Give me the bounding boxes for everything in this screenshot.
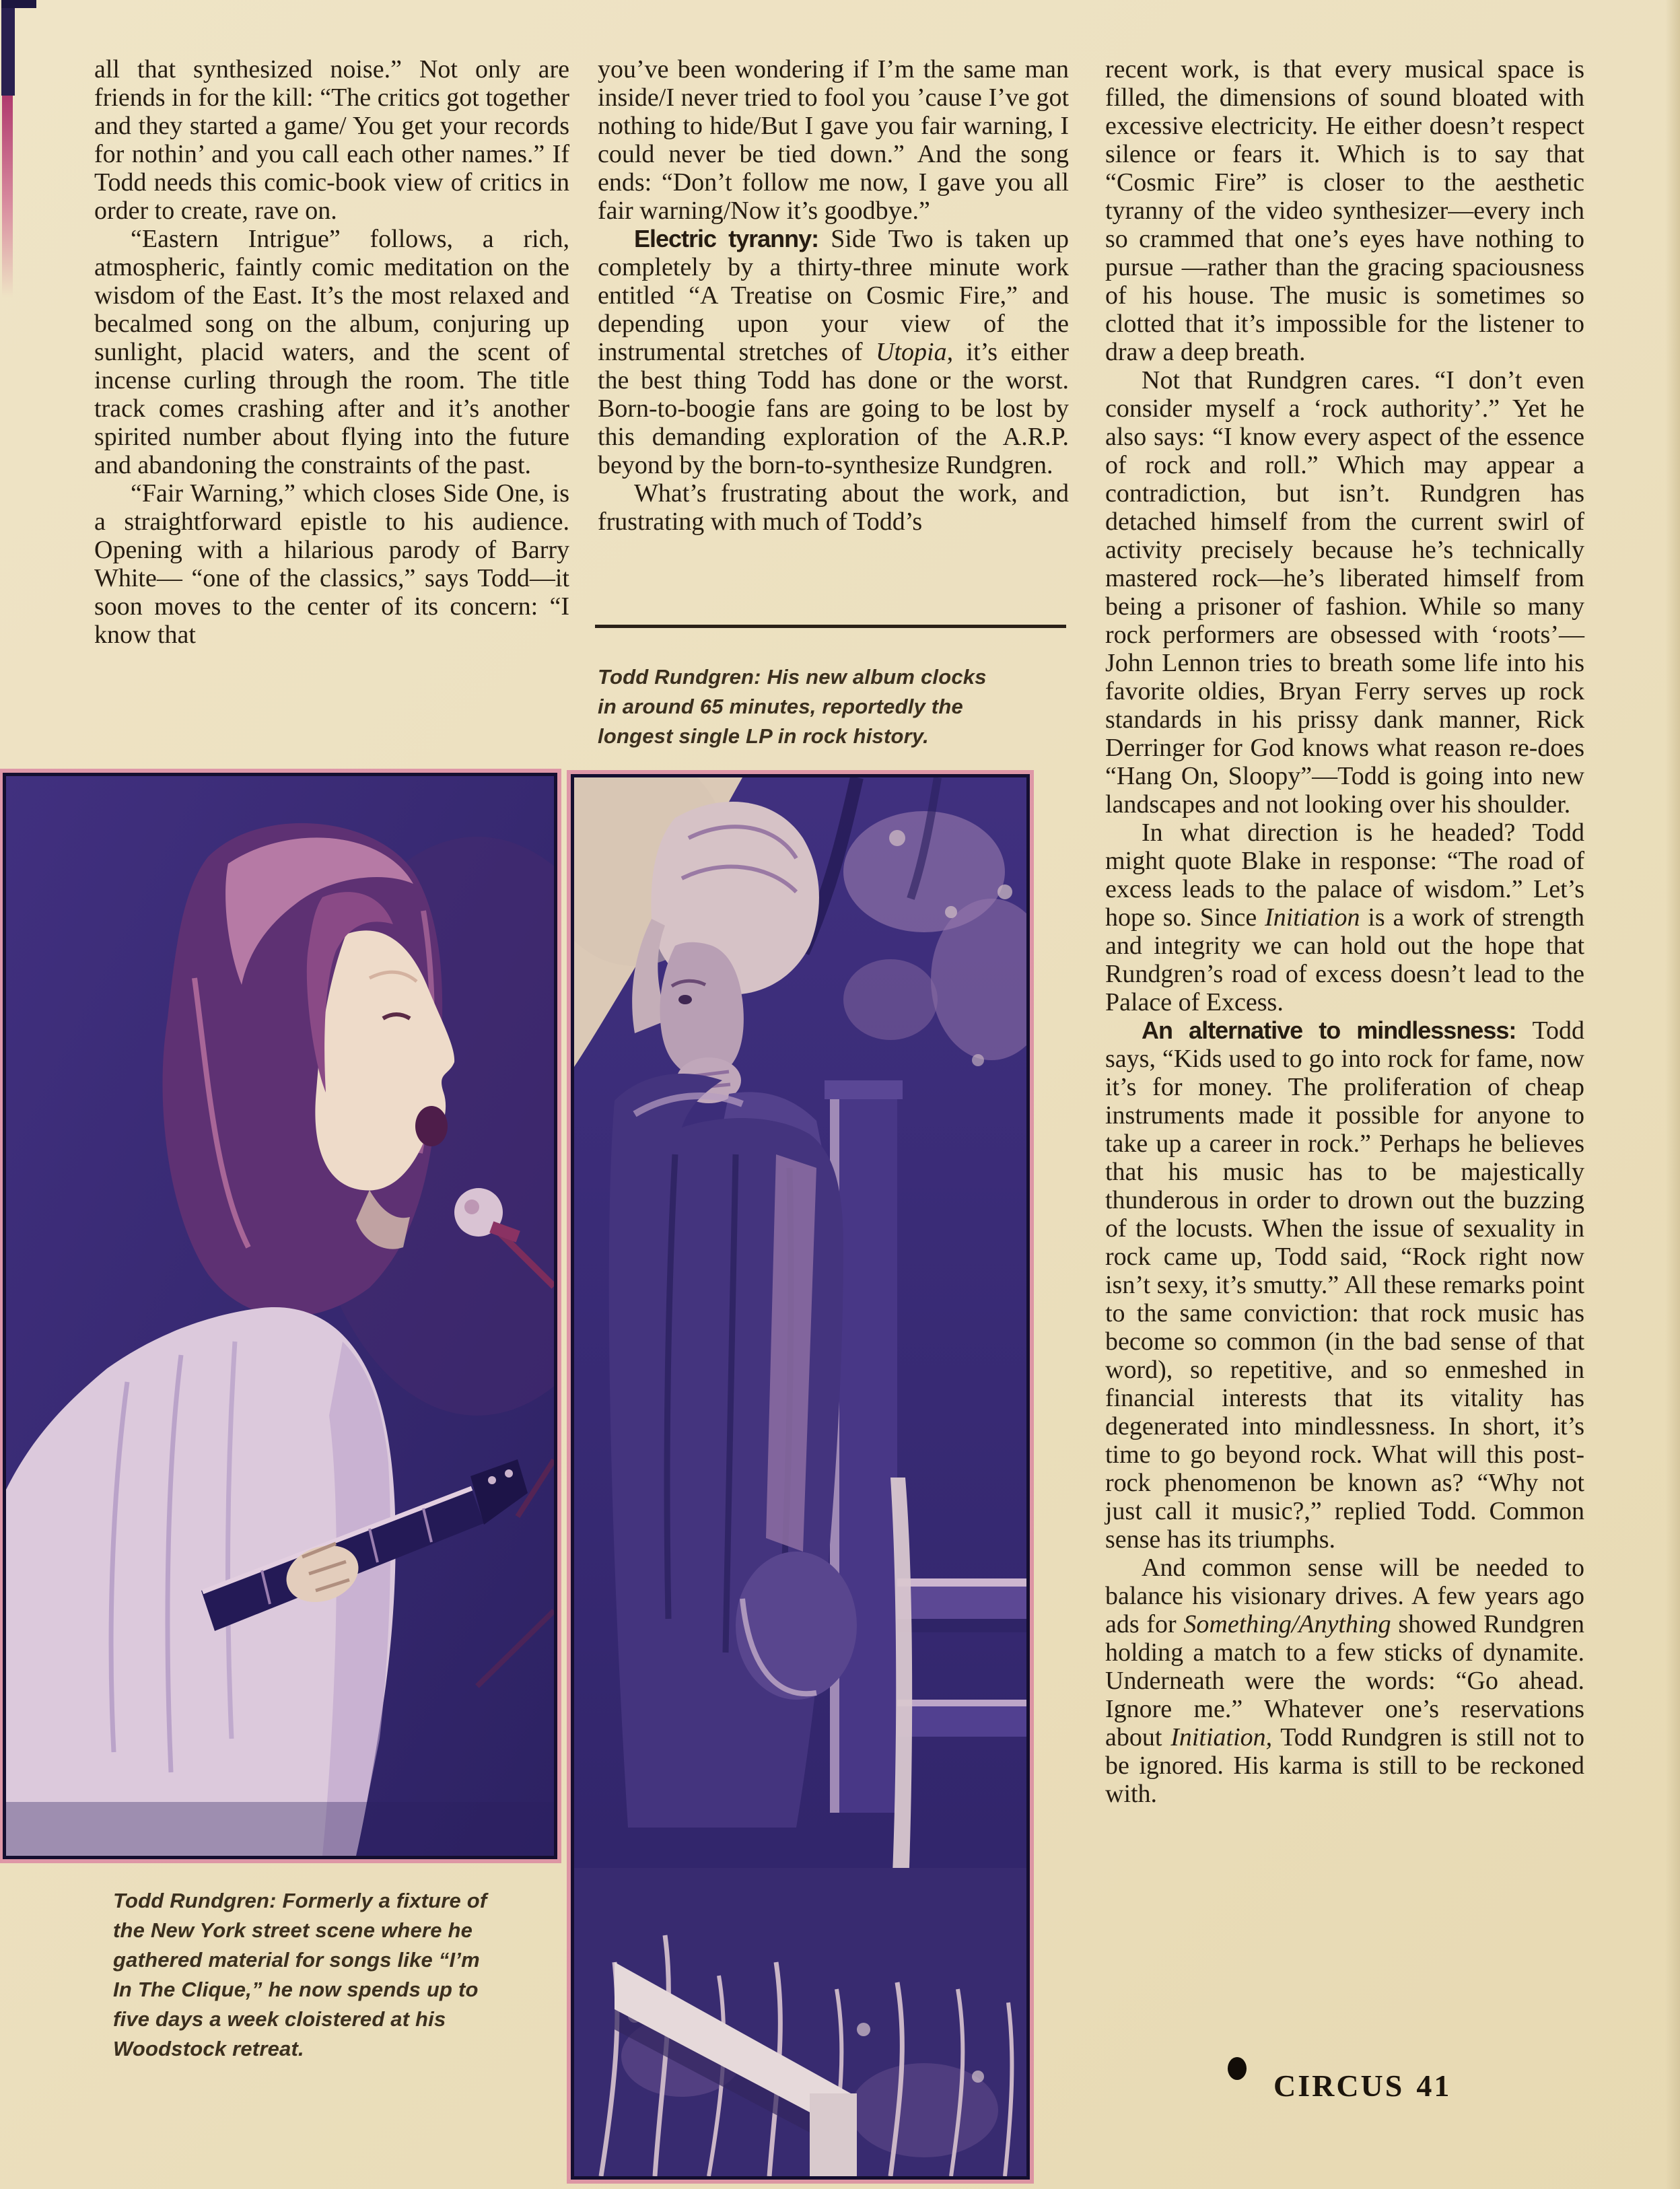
photo-todd-rundgren-fence [571, 774, 1030, 2180]
stage-photo-illustration [6, 776, 554, 1856]
text-run: Initiation, [1170, 1723, 1273, 1751]
page-binding-edge-pink [2, 96, 13, 298]
text-run: all that synthesized noise.” Not only are friends in for the kill: “The critics got together and they started a game/ You get your records for nothin’ and you call each other names.” If Todd needs this comic-book view of critics in order to create, rave on. [94, 55, 569, 225]
article-column-1 [94, 55, 569, 649]
paragraph-lead-in: An alternative to mindlessness: [1142, 1016, 1533, 1044]
caption-divider-rule [595, 625, 1066, 628]
footer-folio [1273, 2068, 1451, 2104]
text-run: Utopia, [876, 338, 954, 366]
text-run: you’ve been wondering if I’m the same man inside/I never tried to fool you ’cause I’ve got nothing to hide/But I gave you fair warning, I could never be tied down.” And the song ends: “Don’t follow me now, I gave you all fair warning/Now it’s goodbye.” [598, 55, 1069, 225]
body-paragraph [94, 55, 569, 225]
text-run: it’s either the best thing Todd has done or the worst. Born-to-boogie fans are going to be lost by this demanding exploration of the A.R.P. beyond by the born-to-synthesize Rundgren. [598, 338, 1070, 479]
text-run: showed Rundgren holding a match to a few sticks of dynamite. Underneath were the words: “Go ahead. Ignore me.” Whatever one’s reservations about [1105, 1610, 1584, 1751]
article-column-3 [1105, 55, 1584, 1808]
paragraph-lead-in: Electric tyranny: [634, 225, 831, 252]
text-run: is a work of strength and integrity we can hold out the hope that Rundgren’s road of excess doesn’t lead to the Palace of Excess. [1105, 903, 1584, 1016]
page-binding-edge-dark [1, 0, 15, 96]
page-number: 41 [1416, 2069, 1452, 2103]
photo-caption-middle: Todd Rundgren: His new album clocks in around 65 minutes, reportedly the longest single LP in rock history. [598, 665, 987, 748]
text-run: Not that Rundgren cares. “I don’t even consider myself a ‘rock authority’.” Yet he also says: “I know every aspect of the essence of rock and roll.” Which may appear a contradiction, but isn’t. Rundgren has detached himself from the current swirl of activity precisely because he’s technically mastered rock—he’s liberated himself from being a prisoner of fashion. While so many rock performers are obsessed with ‘roots’—John Lennon tries to breath some life into his favorite oldies, Bryan Ferry serves up rock standards in his prissy dank manner, Rick Derringer for God knows what reason re-does “Hang On, Sloopy”—Todd is going into new landscapes and not looking over his shoulder. [1105, 366, 1584, 819]
text-run: Something/Anything [1183, 1610, 1391, 1638]
fence-photo-illustration [574, 777, 1026, 2176]
body-paragraph [598, 225, 1069, 479]
article-column-2 [598, 55, 1069, 536]
text-run: recent work, is that every musical space is filled, the dimensions of sound bloated with excessive electricity. He either doesn’t respect silence or fears it. Which is to say that “Cosmic Fire” is closer to the aesthetic tyranny of the video synthesizer—every inch so crammed that one’s eyes have nothing to pursue —rather than the gracing spaciousness of his house. The music is sometimes so clotted that it’s impossible for the listener to draw a deep breath. [1105, 55, 1584, 366]
body-paragraph [1105, 55, 1584, 366]
text-run: “Eastern Intrigue” follows, a rich, atmospheric, faintly comic meditation on the wisdom of the East. It’s the most relaxed and becalmed song on the album, conjuring up sunlight, placid waters, and the scent of incense curling through the room. The title track comes crashing after and it’s another spirited number about flying into the future and abandoning the constraints of the past. [94, 225, 569, 479]
body-paragraph [94, 225, 569, 479]
body-paragraph [1105, 366, 1584, 819]
text-run: Todd says, “Kids used to go into rock for fame, now it’s for money. The proliferation of cheap instruments made it possible for anyone to take up a career in rock.” Perhaps he believes that his music has to be majestically thunderous in order to drown out the buzzing of the locusts. When the issue of sexuality in rock came up, Todd said, “Rock right now isn’t sexy, it’s smutty.” All these remarks point to the same conviction: that rock music has become so common (in the bad sense of that word), so repetitive, and so enmeshed in financial interests that its vitality has degenerated into mindlessness. In short, it’s time to go beyond rock. What will this post-rock phenomenon be known as? “Why not just call it music?,” replied Todd. Common sense has its triumphs. [1105, 1016, 1584, 1554]
page-corner-shadow [1, 0, 36, 8]
photo-caption-left: Todd Rundgren: Formerly a fixture of the New York street scene where he gathered material for songs like “I’m In The Clique,” he now spends up to five days a week cloistered at his Woodstock retreat. [113, 1889, 487, 2060]
text-run: “Fair Warning,” which closes Side One, is a straightforward epistle to his audience. Opening with a hilarious parody of Barry White— “one of the classics,” says Todd—it soon moves to the center of its concern: “I know that [94, 479, 569, 649]
text-run: Initiation [1265, 903, 1360, 932]
body-paragraph [598, 479, 1069, 536]
text-run: In what direction is he headed? Todd might quote Blake in response: “The road of excess leads to the palace of wisdom.” Let’s hope so. Since [1105, 819, 1584, 932]
body-paragraph [94, 479, 569, 649]
text-run: Todd Rundgren is still not to be ignored. His karma is still to be reckoned with. [1105, 1723, 1584, 1808]
end-of-article-dot [1228, 2057, 1247, 2080]
text-run: What’s frustrating about the work, and frustrating with much of Todd’s [598, 479, 1069, 536]
text-run: Side Two is taken up completely by a thirty-three minute work entitled “A Treatise on Cosmic Fire,” and depending upon your view of the instrumental stretches of [598, 225, 1069, 366]
body-paragraph [1105, 1016, 1584, 1554]
page-right-edge-shade [1665, 0, 1680, 2189]
body-paragraph [598, 55, 1069, 225]
text-run: And common sense will be needed to balance his visionary drives. A few years ago ads for [1105, 1554, 1584, 1638]
magazine-name: CIRCUS [1273, 2069, 1405, 2103]
photo-todd-rundgren-stage [3, 773, 557, 1859]
body-paragraph [1105, 819, 1584, 1016]
body-paragraph [1105, 1554, 1584, 1808]
